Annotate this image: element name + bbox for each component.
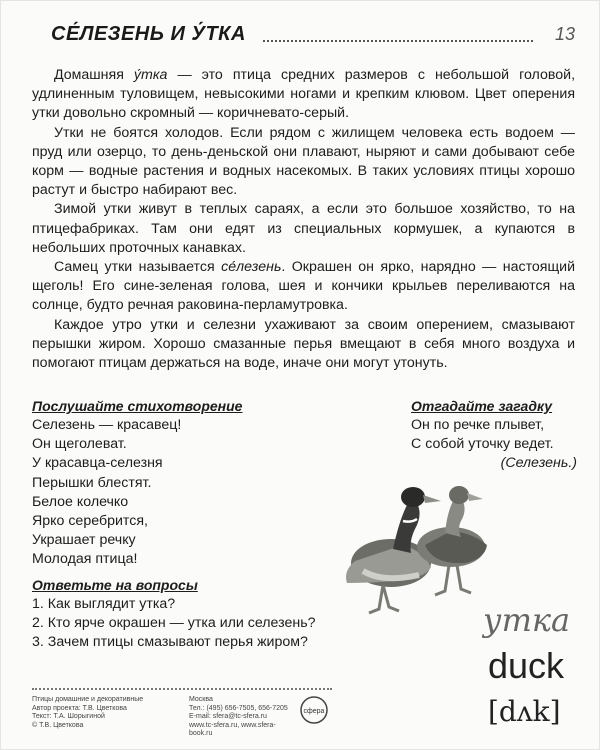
- poem-line: Украшает речку: [32, 532, 136, 549]
- publisher-logo: [299, 695, 329, 725]
- vocabulary-english: duck: [488, 645, 565, 686]
- paragraph-4: Самец утки называется се́лезень. Окрашен он ярко, нарядно — настоящий щеголь! Его сине-зеленая голова, шея и кончики крыльев переливаются на солнце, будто речная раковина-перламутровка.: [32, 259, 576, 314]
- poem-line: Он щеголеват.: [32, 436, 127, 453]
- paragraph-1: Домашняя у́тка — это птица средних размеров с небольшой головой, удлиненным туловищем, невысокими ногами и крепким клювом. Цвет оперения утки довольно скромный — коричневато-серый.: [32, 67, 576, 122]
- paragraph-3: Зимой утки живут в теплых сараях, а если это большое хозяйство, то на птицефабриках. Там они едят из специальных кормушек, а купаются в небольших проточных канавках.: [32, 201, 575, 256]
- question-item: 1. Как выглядит утка?: [32, 595, 176, 612]
- poem-line: Перышки блестят.: [32, 474, 152, 491]
- page-number: 13: [554, 24, 575, 44]
- questions-block: [32, 576, 342, 653]
- riddle-line: С собой уточку ведет.: [411, 436, 554, 453]
- ducks-illustration: [333, 471, 493, 631]
- publisher-logo-text: сфера: [303, 708, 325, 715]
- riddle-heading: Отгадайте загадку: [411, 398, 553, 414]
- poem-heading: Послушайте стихотворение: [32, 398, 243, 414]
- poem: [32, 416, 342, 570]
- footer-dotted-rule: [32, 688, 332, 690]
- riddle-block: [411, 397, 577, 474]
- riddle-answer: (Селезень.): [500, 455, 577, 472]
- question-item: 3. Зачем птицы смазывают перья жиром?: [32, 634, 308, 651]
- poem-line: У красавца-селезня: [32, 455, 163, 472]
- vocabulary-russian: утка: [483, 601, 571, 639]
- page-title: СЕ́ЛЕЗЕНЬ И У́ТКА: [51, 23, 246, 45]
- question-item: 2. Кто ярче окрашен — утка или селезень?: [32, 614, 316, 631]
- poem-line: Белое колечко: [32, 493, 129, 510]
- paragraph-2: Утки не боятся холодов. Если рядом с жилищем человека есть водоем — пруд или озерцо, то день-деньской они плавают, ныряют и сами добывают себе корм — водные растения и водных насекомых. В таких условиях птицы хорошо растут и быстро набирают вес.: [32, 124, 575, 199]
- article-text: [32, 66, 575, 373]
- header-dotted-rule: [263, 40, 533, 42]
- questions-heading: Ответьте на вопросы: [32, 576, 198, 593]
- riddle-line: Он по речке плывет,: [411, 417, 545, 433]
- vocabulary-transcription: [dʌk]: [488, 695, 561, 728]
- left-column: [32, 397, 342, 652]
- page-header: [51, 23, 575, 53]
- footer-credits: Птицы домашние и декоративные Автор проекта: Т.В. Цветкова Текст: Т.А. Шорыгиной © Т.В. Цветкова: [32, 696, 144, 729]
- poem-line: Селезень — красавец!: [32, 417, 182, 433]
- paragraph-5: Каждое утро утки и селезни ухаживают за своим оперением, смазывают перышки жиром. Хорошо смазанные перья вмещают в себя много воздуха и помогают птицам держаться на воде, иначе они могут утонуть.: [32, 316, 575, 372]
- poem-line: Ярко серебрится,: [32, 513, 148, 530]
- poem-line: Молодая птица!: [32, 551, 138, 568]
- footer-contacts: Москва Тел.: (495) 656-7505, 656-7205 E-mail: sfera@tc-sfera.ru www.tc-sfera.ru, www.sfera-book.ru: [189, 696, 288, 738]
